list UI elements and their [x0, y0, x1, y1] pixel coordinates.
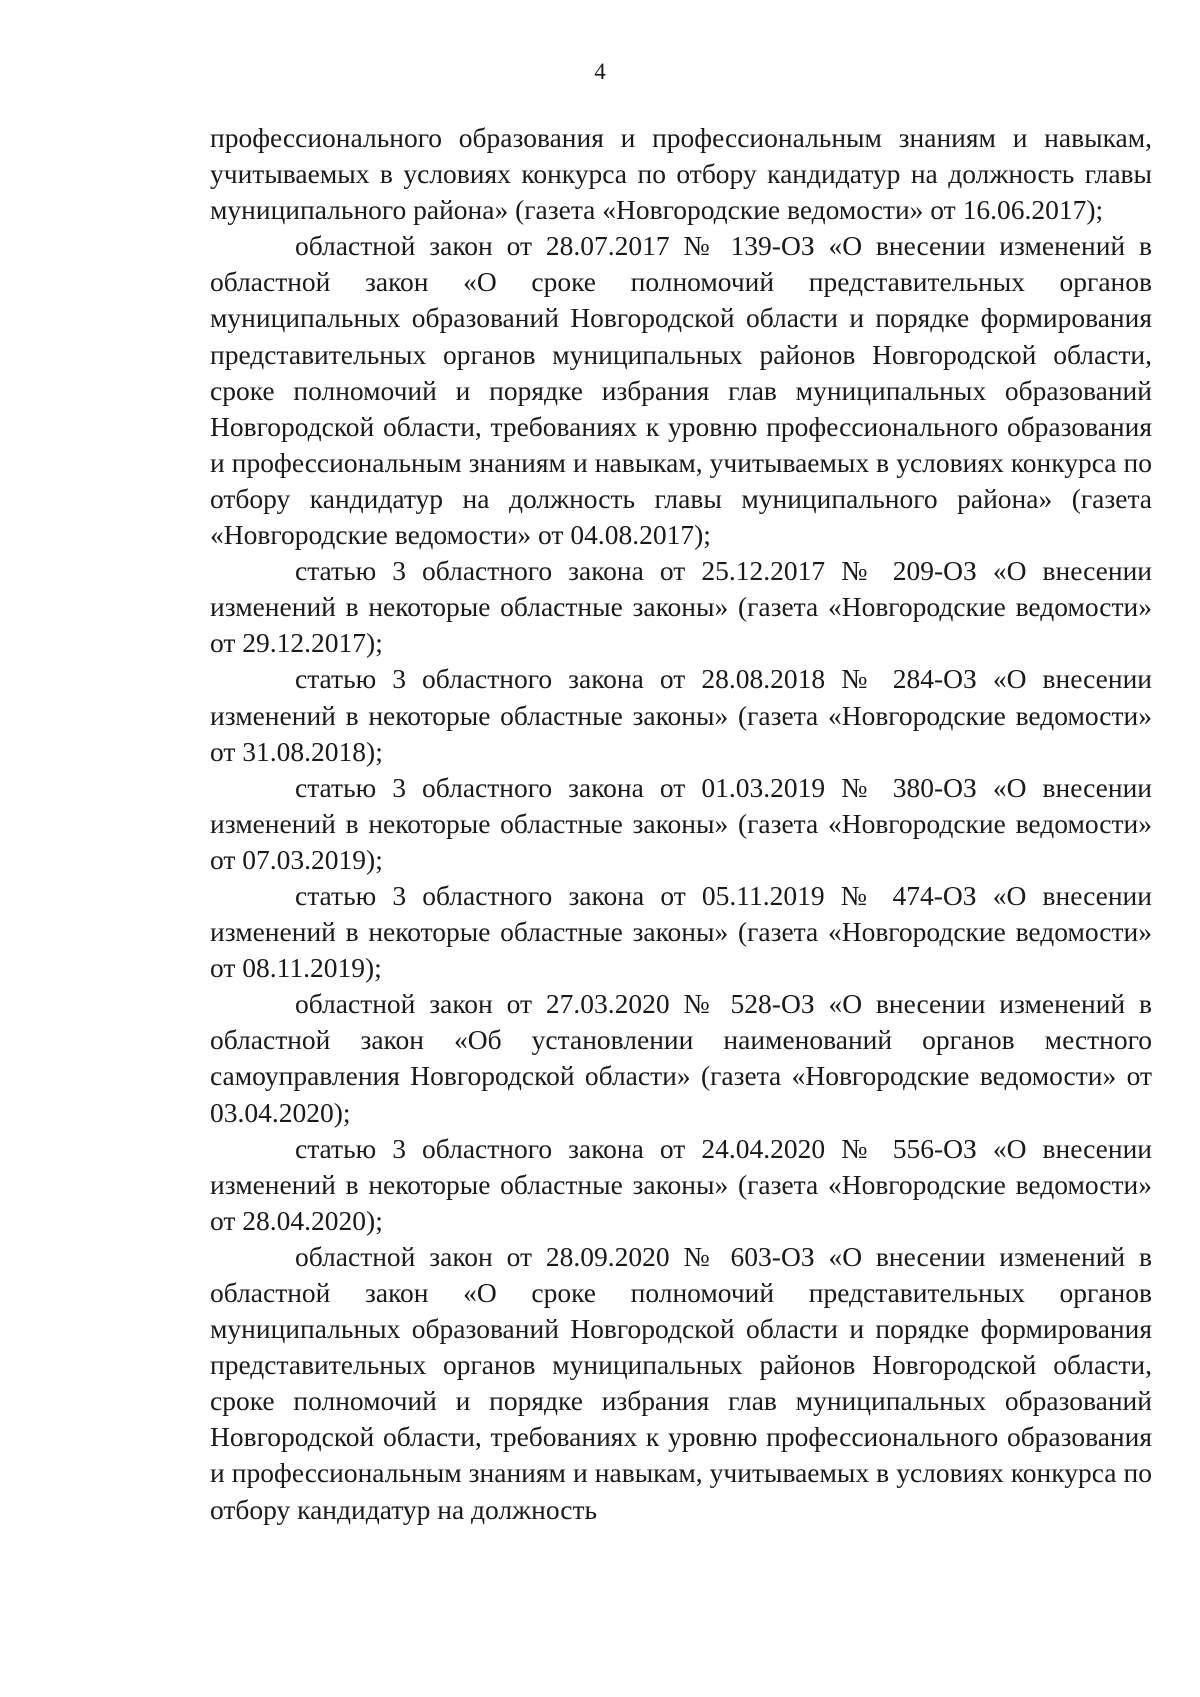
paragraph: областной закон от 28.09.2020 № 603-ОЗ «О внесении изменений в областной закон «О сроке полномочий представительных органов муниципальных образований Новгородской области и порядке формирования представительных органов муниципальных районов Новгородской области, сроке полномочий и порядке избрания глав муниципальных образований Новгородской области, требованиях к уровню профессионального образования и профессиональным знаниям и навыкам, учитываемых в условиях конкурса по отбору кандидатур на должность: [210, 1240, 1152, 1525]
paragraph: областной закон от 28.07.2017 № 139-ОЗ «О внесении изменений в областной закон «О сроке полномочий представительных органов муниципальных образований Новгородской области и порядке формирования представительных органов муниципальных районов Новгородской области, сроке полномочий и порядке избрания глав муниципальных образований Новгородской области, требованиях к уровню профессионального образования и профессиональным знаниям и навыкам, учитываемых в условиях конкурса по отбору кандидатур на должность главы муниципального района» (газета «Новгородские ведомости» от 04.08.2017);: [210, 230, 1152, 551]
paragraph: статью 3 областного закона от 24.04.2020 № 556-ОЗ «О внесении изменений в некоторые областные законы» (газета «Новгородские ведомости» от 28.04.2020);: [210, 1132, 1152, 1236]
document-body: [210, 120, 1152, 1528]
paragraph: статью 3 областного закона от 28.08.2018 № 284-ОЗ «О внесении изменений в некоторые областные законы» (газета «Новгородские ведомости» от 31.08.2018);: [210, 663, 1152, 767]
paragraph: статью 3 областного закона от 05.11.2019 № 474-ОЗ «О внесении изменений в некоторые областные законы» (газета «Новгородские ведомости» от 08.11.2019);: [210, 879, 1152, 984]
paragraph: статью 3 областного закона от 01.03.2019 № 380-ОЗ «О внесении изменений в некоторые областные законы» (газета «Новгородские ведомости» от 07.03.2019);: [210, 771, 1152, 875]
paragraph: статью 3 областного закона от 25.12.2017 № 209-ОЗ «О внесении изменений в некоторые областные законы» (газета «Новгородские ведомости» от 29.12.2017);: [210, 555, 1152, 659]
page-number: 4: [594, 59, 606, 84]
paragraph: профессионального образования и профессиональным знаниям и навыкам, учитываемых в условиях конкурса по отбору кандидатур на должность главы муниципального района» (газета «Новгородские ведомости» от 16.06.2017);: [210, 122, 1152, 226]
paragraph: областной закон от 27.03.2020 № 528-ОЗ «О внесении изменений в областной закон «Об установлении наименований органов местного самоуправления Новгородской области» (газета «Новгородские ведомости» от 03.04.2020);: [210, 988, 1152, 1128]
